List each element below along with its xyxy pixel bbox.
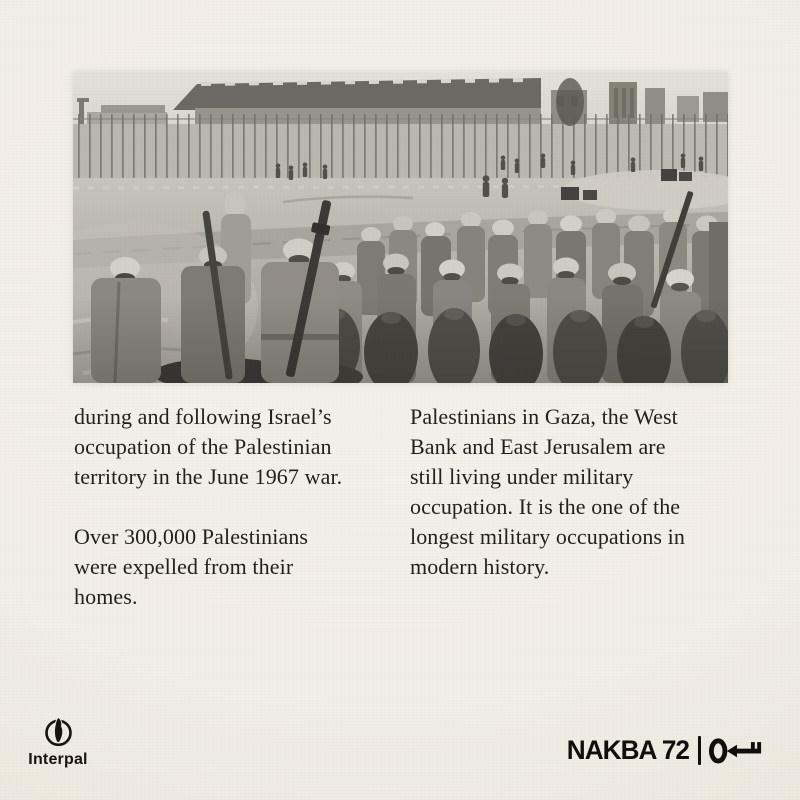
key-icon (709, 735, 763, 765)
text-line: occupation of the Palestinian (74, 434, 332, 459)
paragraph (410, 402, 754, 582)
text-column-left (74, 402, 406, 612)
text-line: were expelled from their (74, 554, 294, 579)
campaign-title: NAKBA 72 (567, 734, 690, 765)
separator-bar (698, 736, 702, 765)
text-line: still living under military (410, 464, 634, 489)
interpal-label: Interpal (28, 751, 88, 768)
text-line: Over 300,000 Palestinians (74, 524, 309, 549)
paragraph (74, 402, 406, 492)
text-line: territory in the June 1967 war. (74, 464, 343, 489)
text-column-right (410, 402, 754, 582)
nakba72-mark (563, 734, 763, 766)
interpal-brand (24, 716, 92, 769)
text-line: occupation. It is the one of the (410, 494, 681, 519)
text-line: during and following Israel’s (74, 404, 332, 429)
paragraph (74, 522, 406, 612)
text-line: Bank and East Jerusalem are (410, 434, 666, 459)
text-line: homes. (74, 584, 138, 609)
text-line: Palestinians in Gaza, the West (410, 404, 678, 429)
soldiers-photo-illustration (73, 72, 728, 383)
historical-photo (73, 72, 728, 383)
text-line: modern history. (410, 554, 550, 579)
text-line: longest military occupations in (410, 524, 685, 549)
interpal-logo-icon (43, 716, 74, 748)
